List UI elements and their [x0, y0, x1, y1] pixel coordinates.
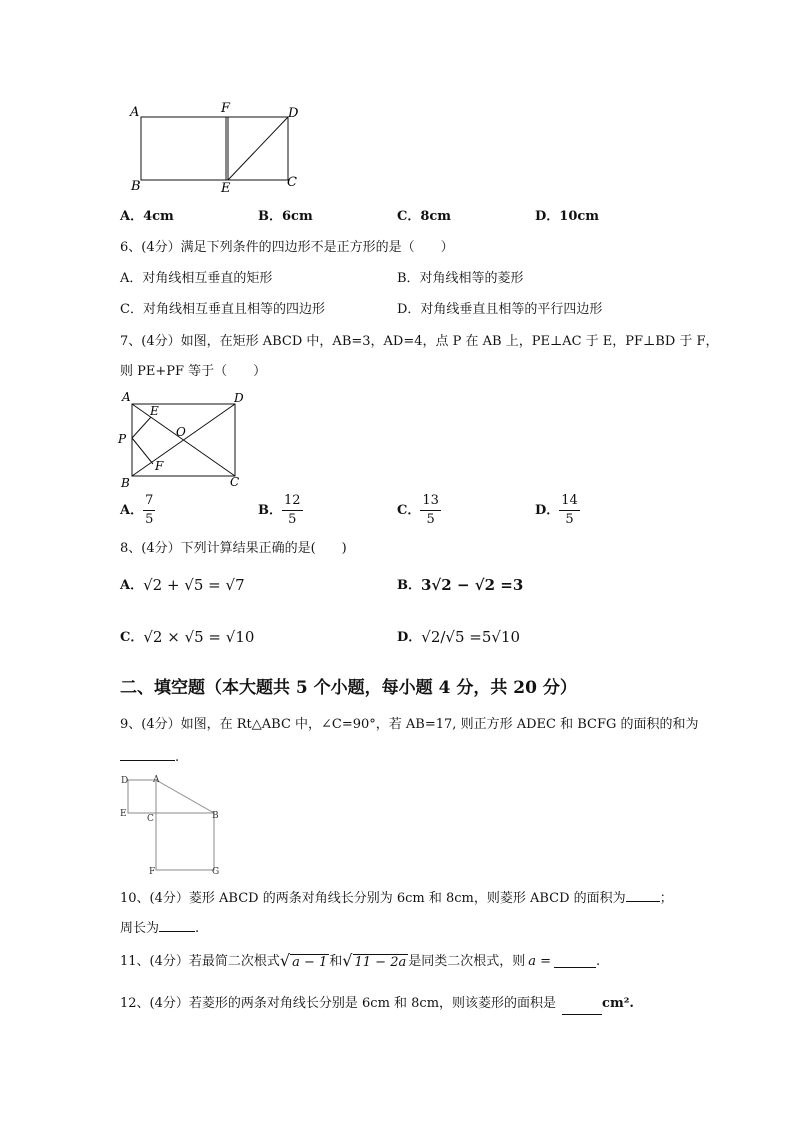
- label-p: P: [118, 432, 127, 446]
- label-d: D: [121, 776, 129, 786]
- q6-option-d[interactable]: D．对角线垂直且相等的平行四边形: [397, 302, 603, 317]
- label-a: A: [130, 105, 140, 120]
- answer-blank[interactable]: [554, 955, 596, 968]
- q6-option-b[interactable]: B．对角线相等的菱形: [397, 271, 524, 286]
- label-f: F: [221, 101, 231, 116]
- label-c: C: [230, 475, 240, 489]
- label-a: A: [122, 390, 131, 404]
- expression: √2/√5 =5√10: [421, 628, 521, 646]
- q10-stem: 10、(4分）菱形 ABCD 的两条对角线长分别为 6cm 和 8cm，则菱形 ABCD 的面积为: [120, 891, 626, 906]
- label-d: D: [288, 106, 299, 121]
- radicand-1: a − 1: [292, 954, 328, 970]
- q8-option-b[interactable]: [397, 576, 523, 594]
- variable-a: a =: [528, 953, 552, 969]
- q5-option-a[interactable]: A．4cm: [120, 209, 174, 224]
- perimeter-answer-blank[interactable]: [159, 919, 195, 932]
- option-letter: C．: [120, 629, 144, 645]
- segment-pf: [132, 438, 153, 464]
- q8-option-c[interactable]: [120, 628, 254, 646]
- q7-option-d[interactable]: [535, 494, 580, 526]
- q5-option-d[interactable]: D．10cm: [535, 209, 600, 224]
- label-a: A: [153, 775, 160, 785]
- denominator: 5: [288, 511, 297, 527]
- q12-stem: 12、(4分）若菱形的两条对角线长分别是 6cm 和 8cm，则该菱形的面积是: [120, 996, 557, 1011]
- numerator: 14: [559, 494, 580, 511]
- rectangle-outline: [141, 117, 288, 180]
- q10-perimeter-label: 周长为: [120, 921, 160, 936]
- option-letter: B．: [397, 577, 421, 593]
- period: .: [175, 750, 180, 765]
- label-b: B: [212, 811, 219, 821]
- option-letter: A．: [120, 502, 144, 518]
- q6-option-c[interactable]: C．对角线相互垂直且相等的四边形: [120, 302, 325, 317]
- q6-option-a[interactable]: A．对角线相互垂直的矩形: [120, 271, 273, 286]
- expression: √2 × √5 = √10: [143, 628, 255, 646]
- fraction: [143, 494, 155, 526]
- label-o: O: [176, 425, 186, 439]
- label-e: E: [120, 809, 127, 819]
- label-e: E: [221, 181, 231, 195]
- q11-stem: 11、(4分）若最简二次根式: [120, 953, 280, 969]
- numerator: 7: [143, 494, 155, 511]
- label-f: F: [149, 867, 156, 877]
- q11-line: [120, 953, 600, 969]
- denominator: 5: [426, 511, 435, 527]
- fraction: [282, 494, 303, 526]
- q7-figure: [115, 388, 255, 490]
- q11-condition: 是同类二次根式，则: [408, 953, 526, 969]
- q8-option-a[interactable]: [120, 576, 245, 594]
- and-text: 和: [329, 953, 343, 969]
- label-b: B: [121, 476, 130, 490]
- hypotenuse-ab: [156, 780, 214, 813]
- label-f: F: [155, 459, 164, 473]
- answer-blank[interactable]: [120, 748, 175, 761]
- option-letter: A．: [120, 577, 144, 593]
- label-c: C: [147, 814, 154, 824]
- answer-blank[interactable]: [562, 1002, 602, 1015]
- option-letter: B．: [258, 502, 282, 518]
- q7-option-b[interactable]: [258, 494, 303, 526]
- square-bcfg: [156, 813, 214, 870]
- segment-ed: [228, 117, 288, 180]
- section-title: 二、填空题（本大题共 5 个小题，每小题 4 分，共 20 分）: [120, 678, 577, 698]
- option-letter: D．: [397, 629, 422, 645]
- option-letter: C．: [397, 502, 421, 518]
- denominator: 5: [565, 511, 574, 527]
- q9-stem: 9、(4分）如图，在 Rt△ABC 中，∠C=90°，若 AB=17, 则正方形 ADEC 和 BCFG 的面积的和为: [120, 717, 699, 732]
- q10-line2: [120, 919, 199, 935]
- q7-stem-line2: 则 PE+PF 等于（ ）: [120, 364, 267, 379]
- square-adec: [128, 780, 156, 813]
- area-answer-blank[interactable]: [626, 889, 660, 902]
- radical-sign: √: [279, 951, 291, 970]
- q5-option-b[interactable]: B．6cm: [258, 209, 313, 224]
- expression: 3√2 − √2 =3: [421, 576, 524, 594]
- q7-stem-line1: 7、(4分）如图，在矩形 ABCD 中，AB=3，AD=4，点 P 在 AB 上，PE⊥AC 于 E，PF⊥BD 于 F，: [120, 334, 719, 349]
- label-d: D: [234, 391, 244, 405]
- q6-stem: 6、(4分）满足下列条件的四边形不是正方形的是（ ）: [120, 240, 454, 255]
- q8-stem: 8、(4分）下列计算结果正确的是( ): [120, 541, 347, 556]
- period: .: [596, 953, 601, 969]
- radicand-2: 11 − 2a: [354, 954, 407, 970]
- label-b: B: [131, 179, 141, 194]
- fraction: [559, 494, 580, 526]
- q12-line: [120, 994, 634, 1010]
- q5-option-c[interactable]: C．8cm: [397, 209, 452, 224]
- radical-sign: √: [342, 951, 353, 970]
- denominator: 5: [145, 511, 154, 527]
- separator: ；: [659, 891, 673, 906]
- label-g: G: [212, 867, 220, 877]
- option-letter: D．: [535, 502, 560, 518]
- numerator: 13: [420, 494, 441, 511]
- expression: √2 + √5 = √7: [143, 576, 245, 594]
- segment-pe: [132, 417, 151, 438]
- q7-option-a[interactable]: [120, 494, 155, 526]
- period: .: [195, 921, 200, 936]
- label-e: E: [150, 404, 159, 418]
- numerator: 12: [282, 494, 303, 511]
- q5-figure: [128, 100, 308, 195]
- q10-line1: [120, 889, 673, 905]
- q8-option-d[interactable]: [397, 628, 520, 646]
- q7-option-c[interactable]: [397, 494, 441, 526]
- q9-figure: [118, 770, 230, 878]
- label-c: C: [287, 175, 297, 190]
- unit: cm².: [602, 996, 634, 1011]
- fraction: [420, 494, 441, 526]
- q9-answer-line: [120, 748, 179, 764]
